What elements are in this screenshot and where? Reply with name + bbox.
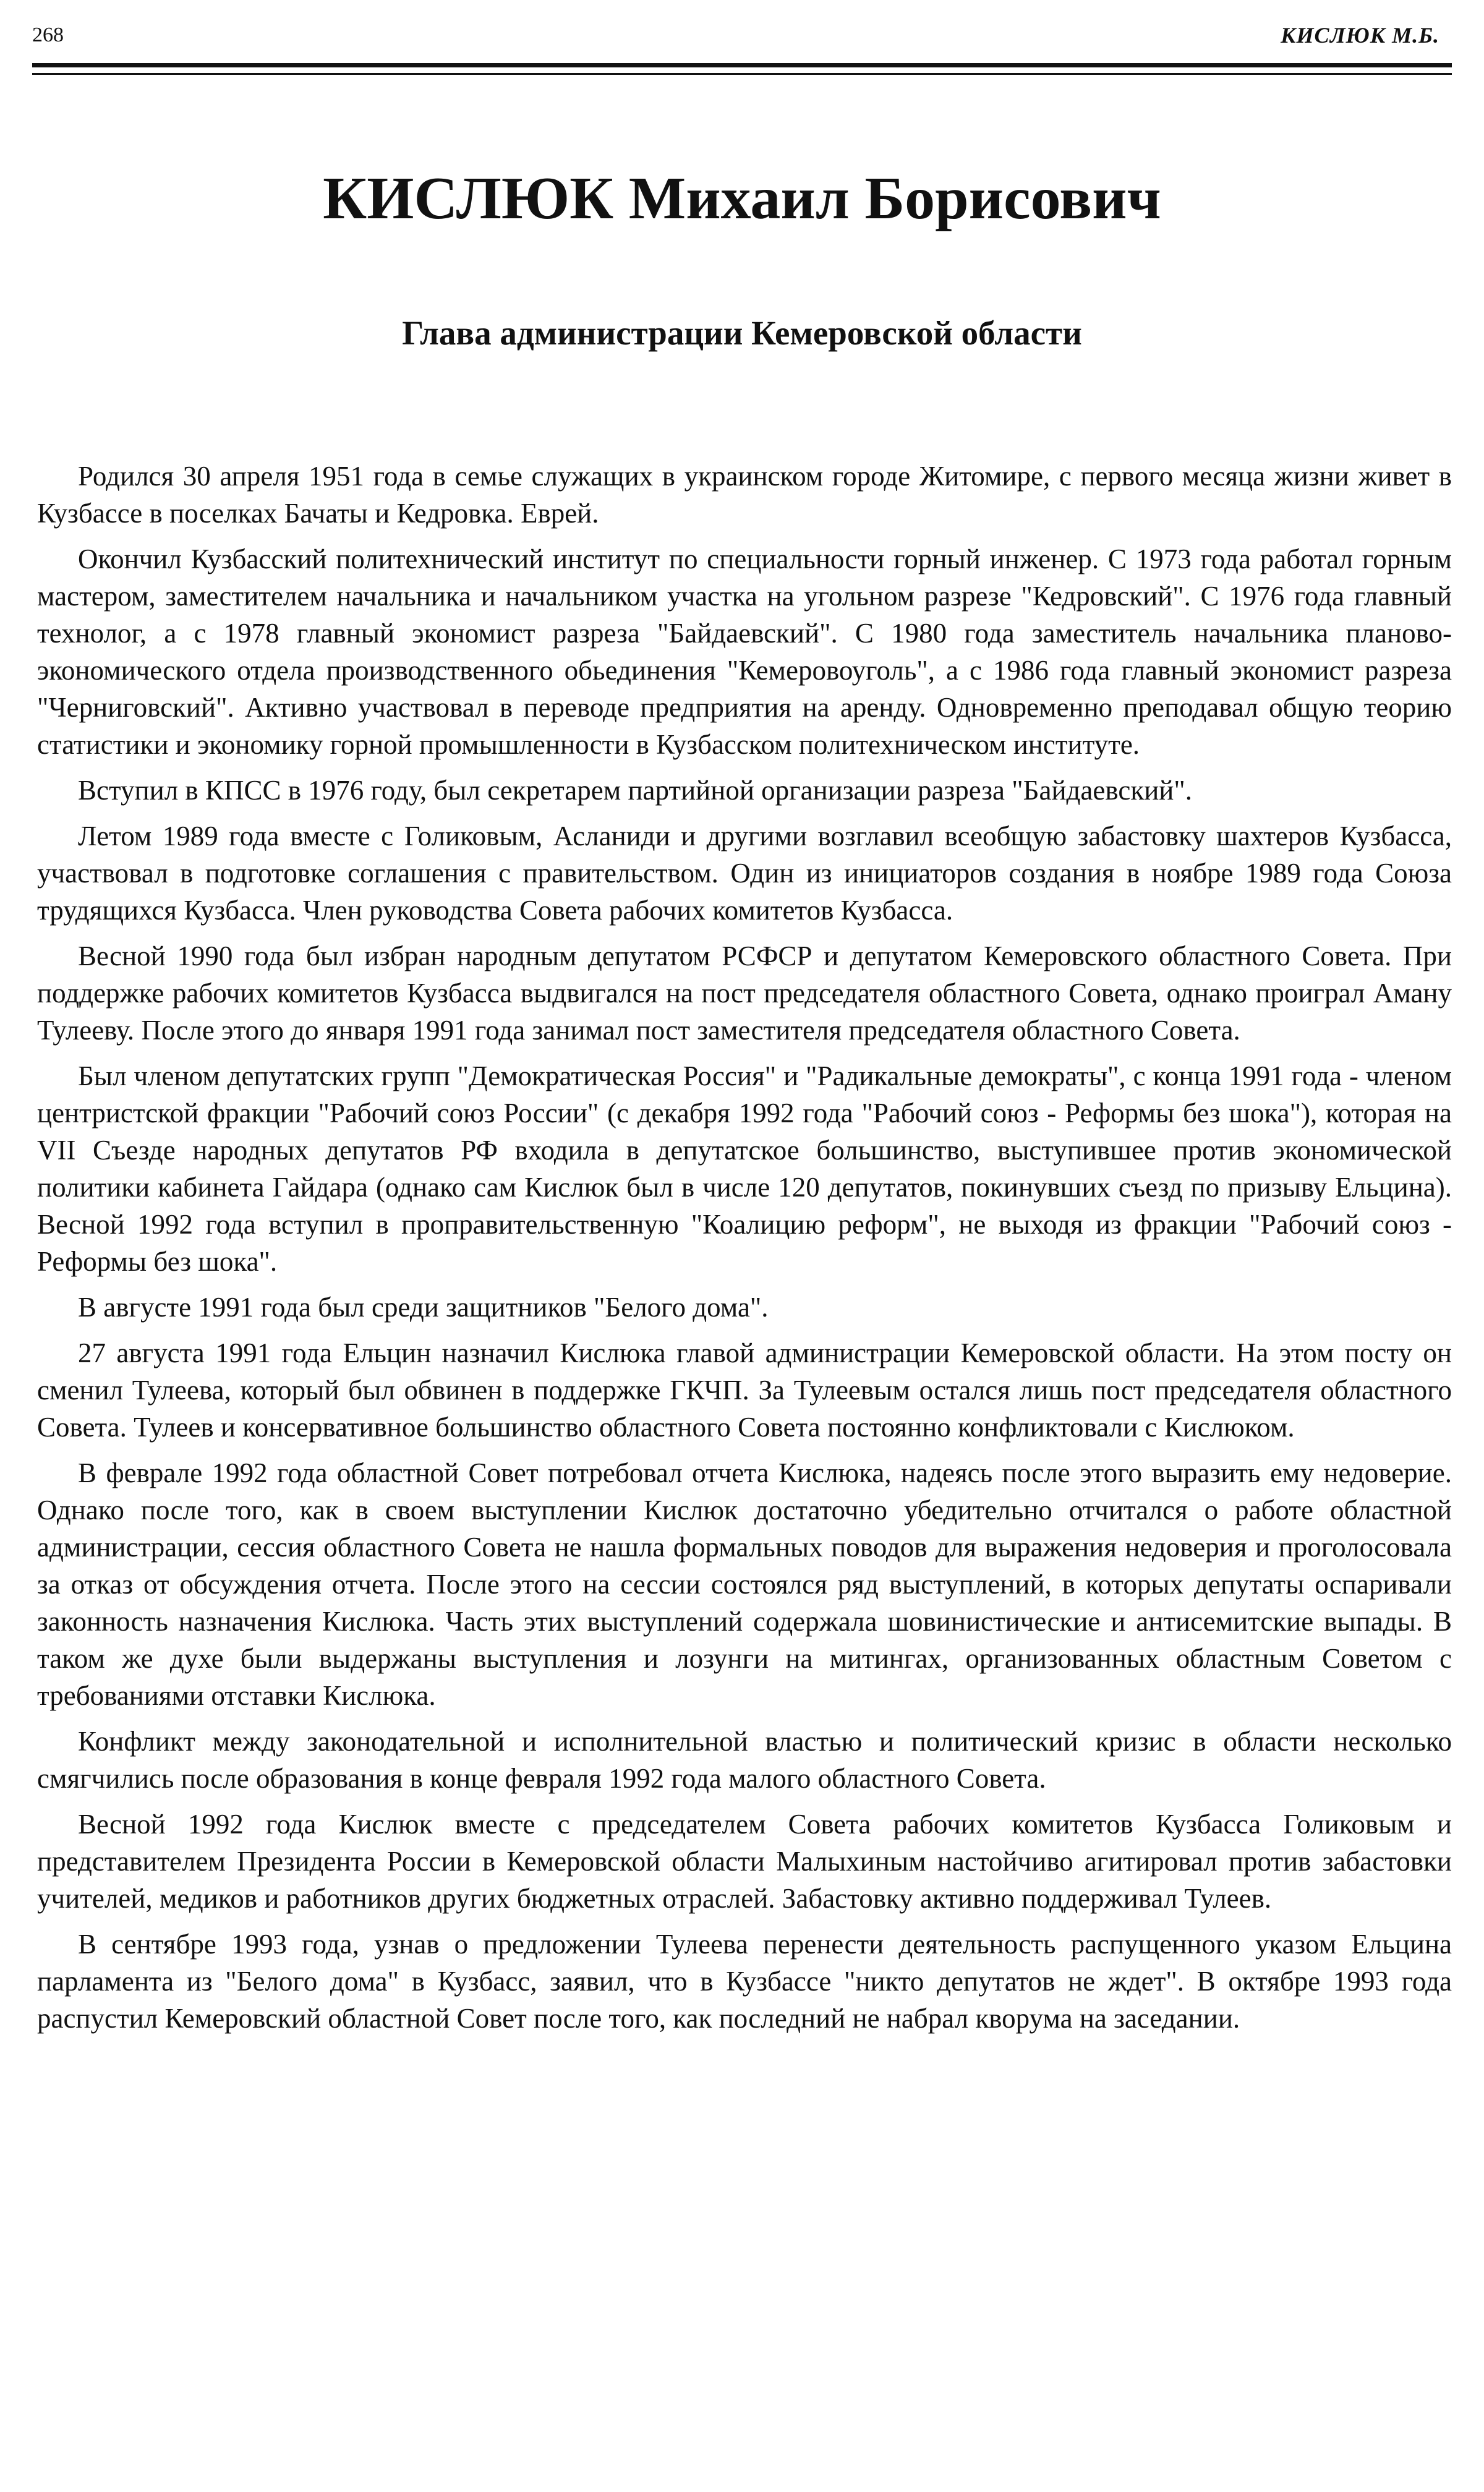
paragraph-august-1991: В августе 1991 года был среди защитников "Белого дома". (78, 1292, 769, 1323)
header-rule-thick (32, 63, 1452, 67)
running-head: КИСЛЮК М.Б. (1281, 23, 1439, 48)
paragraph-strike-1989: Летом 1989 года вместе с Голиковым, Асланиди и другими возглавил всеобщую забастовку шахтеров Кузбасса, участвовал в подготовке соглашения с правительством. Один из инициаторов создания в ноябре 1989 года Союза трудящихся Кузбасса. Член руководства Совета рабочих комитетов Кузбасса. (37, 821, 1452, 926)
paragraph-factions: Был членом депутатских групп "Демократическая Россия" и "Радикальные демократы", с конца 1991 года - членом центристской фракции "Рабочий союз России" (с декабря 1992 года "Рабочий союз - Реформы без шока"), которая на VII Съезде народных депутатов РФ входила в депутатское большинство, выступившее против экономической политики кабинета Гайдара (однако сам Кислюк был в числе 120 депутатов, покинувших съезд по призыву Ельцина). Весной 1992 года вступил в проправительственную "Коалицию реформ", не выходя из фракции "Рабочий союз - Реформы без шока". (37, 1060, 1452, 1277)
paragraph-cpsu: Вступил в КПСС в 1976 году, был секретарем партийной организации разреза "Байдаевский". (78, 775, 1192, 806)
paragraph-appointment: 27 августа 1991 года Ельцин назначил Кислюка главой администрации Кемеровской области. На этом посту он сменил Тулеева, который был обвинен в поддержке ГКЧП. За Тулеевым остался лишь пост председателя областного Совета. Тулеев и консервативное большинство областного Совета постоянно конфликтовали с Кислюком. (37, 1338, 1452, 1443)
header-rule-thin (32, 73, 1452, 75)
article-body (37, 458, 1452, 2046)
paragraph-election-1990: Весной 1990 года был избран народным депутатом РСФСР и депутатом Кемеровского областного Совета. При поддержке рабочих комитетов Кузбасса выдвигался на пост председателя областного Совета, однако проиграл Аману Тулееву. После этого до января 1991 года занимал пост заместителя председателя областного Совета. (37, 941, 1452, 1046)
paragraph-september-1993: В сентябре 1993 года, узнав о предложении Тулеева перенести деятельность распущенного указом Ельцина парламента из "Белого дома" в Кузбасс, заявил, что в Кузбассе "никто депутатов не ждет". В октябре 1993 года распустил Кемеровский областной Совет после того, как последний не набрал кворума на заседании. (37, 1929, 1452, 2034)
article-subtitle: Глава администрации Кемеровской области (402, 314, 1082, 352)
paragraph-conflict: Конфликт между законодательной и исполнительной властью и политический кризис в области несколько смягчились после образования в конце февраля 1992 года малого областного Совета. (37, 1726, 1452, 1794)
paragraph-february-1992: В феврале 1992 года областной Совет потребовал отчета Кислюка, надеясь после этого выразить ему недоверие. Однако после того, как в своем выступлении Кислюк достаточно убедительно отчитался о работе областной администрации, сессия областного Совета не нашла формальных поводов для выражения недоверия и проголосовала за отказ от обсуждения отчета. После этого на сессии состоялся ряд выступлений, в которых депутаты оспаривали законность назначения Кислюка. Часть этих выступлений содержала шовинистические и антисемитские выпады. В таком же духе были выдержаны выступления и лозунги на митингах, организованных областным Советом с требованиями отставки Кислюка. (37, 1457, 1452, 1711)
page-number: 268 (32, 23, 64, 46)
article-title: КИСЛЮК Михаил Борисович (323, 165, 1161, 232)
paragraph-education-career: Окончил Кузбасский политехнический институт по специальности горный инженер. С 1973 года работал горным мастером, заместителем начальника и начальником участка на угольном разрезе "Кедровский". С 1976 года главный технолог, а с 1978 главный экономист разреза "Байдаевский". С 1980 года заместитель начальника планово-экономического отдела производственного обьединения "Кемеровоуголь", а с 1986 года главный экономист разреза "Черниговский". Активно участвовал в переводе предприятия на аренду. Одновременно преподавал общую теорию статистики и экономику горной промышленности в Кузбасском политехническом институте. (37, 544, 1452, 760)
paragraph-spring-1992: Весной 1992 года Кислюк вместе с председателем Совета рабочих комитетов Кузбасса Голиковым и представителем Президента России в Кемеровской области Малыхиным настойчиво агитировал против забастовки учителей, медиков и работников других бюджетных отраслей. Забастовку активно поддерживал Тулеев. (37, 1809, 1452, 1914)
paragraph-birth: Родился 30 апреля 1951 года в семье служащих в украинском городе Житомире, с первого месяца жизни живет в Кузбассе в поселках Бачаты и Кедровка. Еврей. (37, 461, 1452, 529)
